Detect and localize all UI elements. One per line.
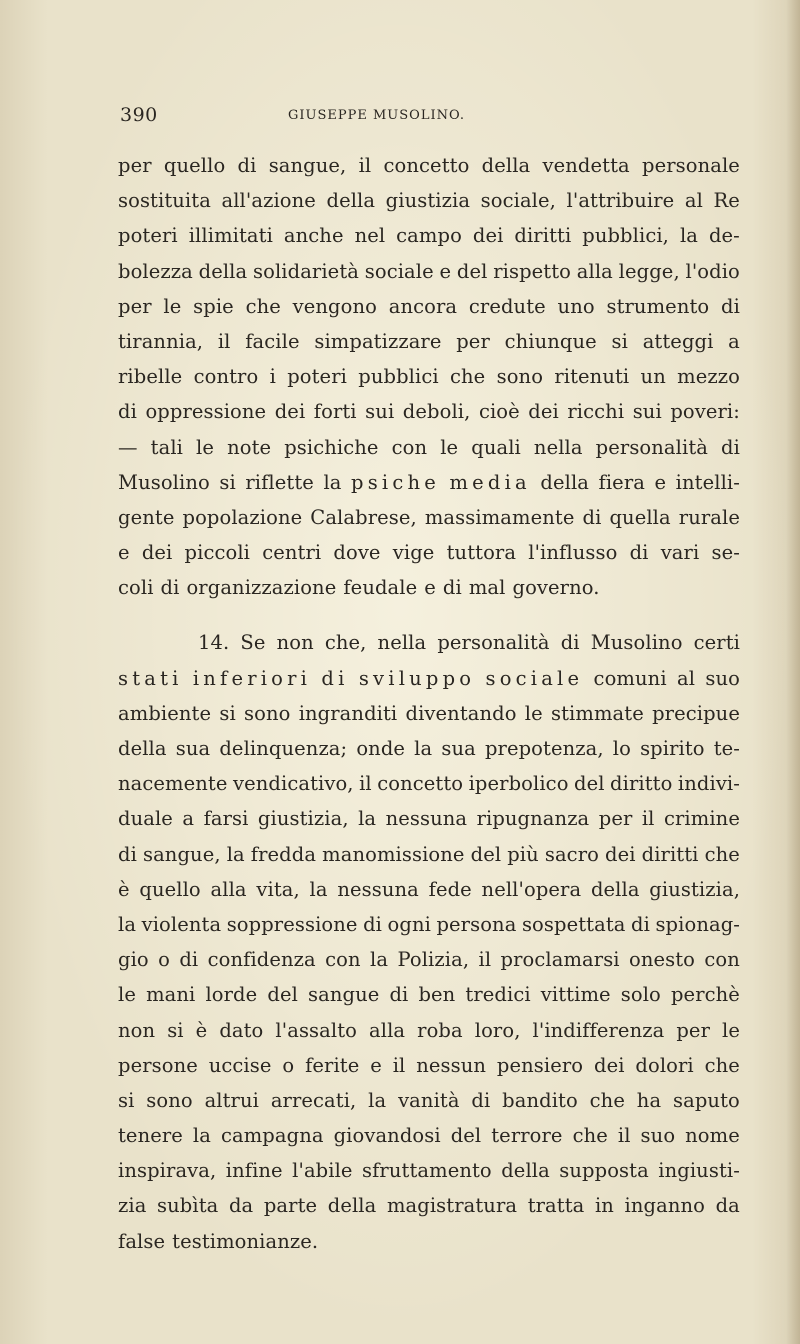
running-head: [120, 104, 740, 128]
text-line: bolezza della solidarietà sociale e del rispetto alla legge, l'odio: [118, 259, 740, 283]
running-title: GIUSEPPE MUSOLINO.: [288, 108, 465, 123]
text-line: Musolino si riflette la psiche media della fiera e intelli-: [118, 470, 740, 494]
text-line: le mani lorde del sangue di ben tredici vittime solo perchè: [118, 983, 740, 1007]
text-line: di oppressione dei forti sui deboli, cioè dei ricchi sui poveri:: [118, 400, 740, 424]
text-line: gente popolazione Calabrese, massimamente di quella rurale: [118, 505, 740, 529]
text-line: persone uccise o ferite e il nessun pensiero dei dolori che: [118, 1053, 740, 1077]
text-line: della sua delinquenza; onde la sua prepotenza, lo spirito te-: [118, 737, 740, 760]
text-line: inspirava, infine l'abile sfruttamento della supposta ingiusti-: [118, 1159, 740, 1183]
text-line: false testimonianze.: [118, 1229, 319, 1253]
text-line: ribelle contro i poteri pubblici che sono ritenuti un mezzo: [118, 365, 740, 389]
text-line: si sono altrui arrecati, la vanità di bandito che ha saputo: [118, 1088, 740, 1112]
text-line: zia subìta da parte della magistratura tratta in inganno da: [118, 1194, 740, 1218]
body-text: [118, 148, 740, 1259]
page-number: 390: [120, 104, 158, 126]
text-line: duale a farsi giustizia, la nessuna ripugnanza per il crimine: [118, 807, 740, 831]
text-line: 14. Se non che, nella personalità di Musolino certi: [198, 631, 740, 655]
text-line: per le spie che vengono ancora credute uno strumento di: [118, 294, 740, 318]
text-line: poteri illimitati anche nel campo dei diritti pubblici, la de-: [118, 224, 740, 248]
text-line: sostituita all'azione della giustizia sociale, l'attribuire al Re: [118, 189, 740, 213]
text-line: tenere la campagna giovandosi del terrore che il suo nome: [118, 1124, 740, 1148]
text-line: ambiente si sono ingranditi diventando le stimmate precipue: [118, 701, 740, 725]
text-line: — tali le note psichiche con le quali nella personalità di: [118, 435, 740, 459]
text-line: stati inferiori di sviluppo sociale comuni al suo: [118, 666, 740, 690]
paragraph-gap: [118, 605, 740, 625]
text-line: nacemente vendicativo, il concetto iperbolico del diritto indivi-: [118, 772, 740, 796]
text-line: la violenta soppressione di ogni persona sospettata di spionag-: [118, 912, 740, 936]
text-line: è quello alla vita, la nessuna fede nell'opera della giustizia,: [118, 877, 740, 901]
text-line: coli di organizzazione feudale e di mal governo.: [118, 576, 600, 600]
paragraph: [118, 148, 740, 605]
paragraph: [118, 625, 740, 1258]
text-line: non si è dato l'assalto alla roba loro, l'indifferenza per le: [118, 1018, 740, 1042]
page-edge-shadow: [786, 0, 800, 1344]
text-line: e dei piccoli centri dove vige tuttora l'influsso di vari se-: [118, 541, 740, 565]
text-line: per quello di sangue, il concetto della vendetta personale: [118, 154, 740, 177]
text-line: gio o di confidenza con la Polizia, il proclamarsi onesto con: [118, 948, 740, 972]
text-line: tirannia, il facile simpatizzare per chiunque si atteggi a: [118, 329, 740, 353]
text-line: di sangue, la fredda manomissione del più sacro dei diritti che: [118, 842, 740, 866]
